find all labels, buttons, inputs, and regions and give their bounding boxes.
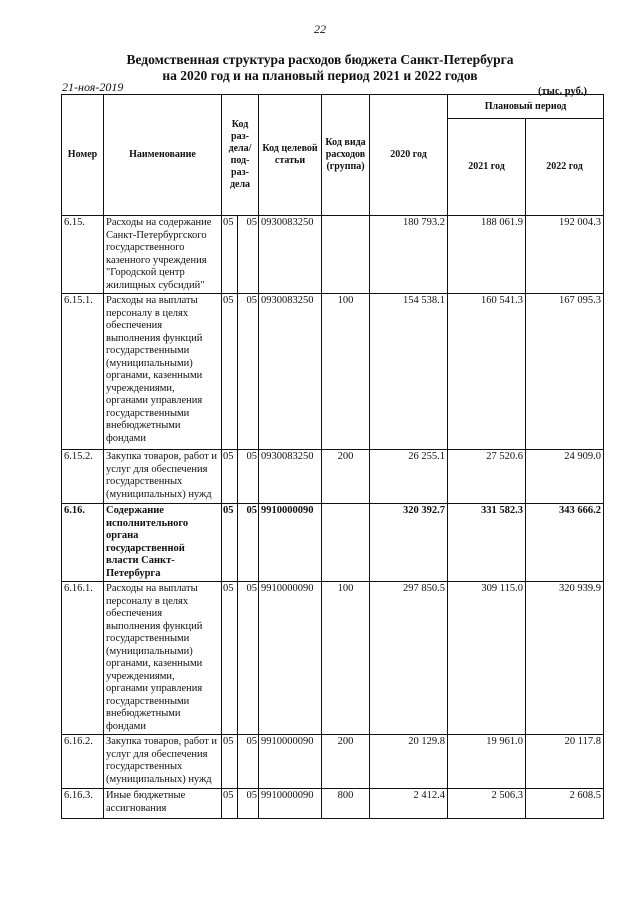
header-vid: Код вида расходов (группа) [322,95,370,216]
title-line-1: Ведомственная структура расходов бюджета Санкт-Петербурга [126,52,514,67]
row-podrazdel: 05 [238,504,259,582]
row-2020: 26 255.1 [370,450,448,504]
row-name: Закупка товаров, работ и услуг для обеспечения государственных (муниципальных) нужд [104,450,222,504]
row-2021: 2 506.3 [448,789,526,819]
row-razdel: 05 [222,450,238,504]
row-vid: 200 [322,735,370,789]
row-vid [322,504,370,582]
row-2022: 167 095.3 [526,294,604,450]
row-number: 6.16.1. [62,582,104,735]
row-number: 6.15.1. [62,294,104,450]
row-2022: 20 117.8 [526,735,604,789]
page-number: 22 [314,22,326,36]
row-target: 0930083250 [259,450,322,504]
row-vid: 800 [322,789,370,819]
row-razdel: 05 [222,216,238,294]
row-2020: 2 412.4 [370,789,448,819]
row-razdel: 05 [222,789,238,819]
row-vid [322,216,370,294]
row-vid: 200 [322,450,370,504]
header-number: Номер [62,95,104,216]
row-2020: 154 538.1 [370,294,448,450]
table-row [62,735,604,789]
row-name: Расходы на содержание Санкт-Петербургского государственного казенного учреждения "Городской центр жилищных субсидий" [104,216,222,294]
row-name: Закупка товаров, работ и услуг для обеспечения государственных (муниципальных) нужд [104,735,222,789]
row-2022: 320 939.9 [526,582,604,735]
row-podrazdel: 05 [238,735,259,789]
row-number: 6.15. [62,216,104,294]
row-number: 6.16.2. [62,735,104,789]
row-target: 9910000090 [259,789,322,819]
budget-table [61,94,604,819]
row-razdel: 05 [222,735,238,789]
row-2021: 27 520.6 [448,450,526,504]
row-podrazdel: 05 [238,216,259,294]
row-2020: 180 793.2 [370,216,448,294]
row-name: Расходы на выплаты персоналу в целях обеспечения выполнения функций государственными (муниципальными) органами, казенными учреждениями, органами управления государственными внебюджетными фондами [104,294,222,450]
row-name: Содержание исполнительного органа государственной власти Санкт-Петербурга [104,504,222,582]
header-target: Код целевой статьи [259,95,322,216]
units-label: (тыс. руб.) [538,86,587,97]
row-target: 0930083250 [259,294,322,450]
row-2022: 2 608.5 [526,789,604,819]
header-name: Наименование [104,95,222,216]
header-plan-period: Плановый период [448,95,604,119]
row-podrazdel: 05 [238,582,259,735]
table-row [62,450,604,504]
row-razdel: 05 [222,294,238,450]
title-line-2: на 2020 год и на плановый период 2021 и 2022 годов [162,68,478,83]
row-podrazdel: 05 [238,450,259,504]
row-razdel: 05 [222,504,238,582]
header-razdel: Код раз-дела/ под-раз-дела [222,95,259,216]
header-2020: 2020 год [370,95,448,216]
row-2021: 19 961.0 [448,735,526,789]
table-row [62,582,604,735]
table-row [62,294,604,450]
table-row [62,216,604,294]
table-row [62,504,604,582]
row-name: Расходы на выплаты персоналу в целях обеспечения выполнения функций государственными (муниципальными) органами, казенными учреждениями, органами управления государственными внебюджетными фондами [104,582,222,735]
row-vid: 100 [322,582,370,735]
row-number: 6.15.2. [62,450,104,504]
row-vid: 100 [322,294,370,450]
row-2020: 297 850.5 [370,582,448,735]
row-2020: 320 392.7 [370,504,448,582]
row-target: 9910000090 [259,582,322,735]
row-target: 9910000090 [259,504,322,582]
row-2021: 309 115.0 [448,582,526,735]
row-2021: 331 582.3 [448,504,526,582]
row-target: 0930083250 [259,216,322,294]
table-row [62,789,604,819]
row-number: 6.16.3. [62,789,104,819]
row-2022: 343 666.2 [526,504,604,582]
row-2021: 160 541.3 [448,294,526,450]
row-target: 9910000090 [259,735,322,789]
header-2021: 2021 год [448,119,526,216]
row-number: 6.16. [62,504,104,582]
row-2022: 24 909.0 [526,450,604,504]
row-2022: 192 004.3 [526,216,604,294]
row-name: Иные бюджетные ассигнования [104,789,222,819]
document-date: 21-ноя-2019 [62,80,124,94]
row-podrazdel: 05 [238,294,259,450]
row-2020: 20 129.8 [370,735,448,789]
row-razdel: 05 [222,582,238,735]
row-2021: 188 061.9 [448,216,526,294]
header-2022: 2022 год [526,119,604,216]
row-podrazdel: 05 [238,789,259,819]
